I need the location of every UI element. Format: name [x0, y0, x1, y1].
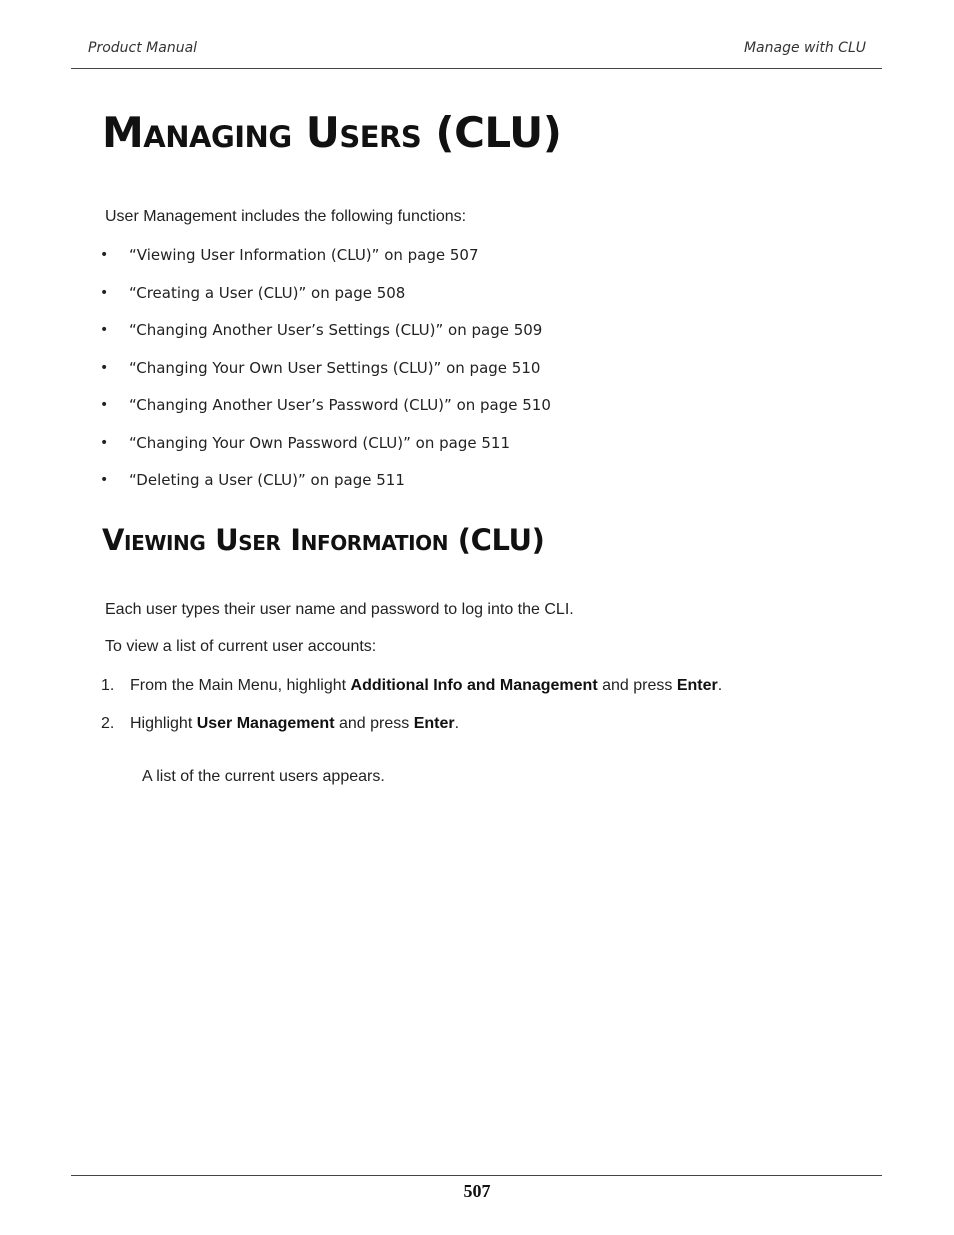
section-paragraph: Each user types their user name and password to log into the CLI. [105, 601, 574, 618]
menu-item-name: User Management [196, 714, 335, 732]
procedure-intro: To view a list of current user accounts: [105, 638, 377, 655]
menu-item-name: Additional Info and Management [350, 677, 598, 694]
chapter-title: Managing Users (CLU) [102, 108, 562, 157]
bullet-icon: • [100, 434, 109, 451]
page-number: 507 [463, 1181, 491, 1201]
function-link-text[interactable]: “Changing Another User’s Settings (CLU)” on page 509 [129, 321, 543, 339]
bullet-icon: • [100, 472, 109, 488]
header-rule [71, 68, 882, 69]
section-title: Viewing User Information (CLU) [102, 523, 545, 557]
function-link-text[interactable]: “Creating a User (CLU)” on page 508 [129, 283, 406, 302]
footer-rule [71, 1175, 882, 1176]
bullet-icon: • [100, 247, 109, 263]
bullet-icon: • [100, 359, 109, 376]
step-text: From the Main Menu, highlight Additional Info and Management and press Enter. [130, 677, 723, 694]
step-number: 2. [101, 714, 115, 732]
running-header [88, 40, 866, 60]
chapter-intro: User Management includes the following functions: [105, 208, 467, 225]
function-link-text[interactable]: “Viewing User Information (CLU)” on page 507 [129, 246, 479, 264]
function-link-text[interactable]: “Changing Your Own Password (CLU)” on page 511 [129, 433, 510, 452]
bullet-icon: • [100, 322, 109, 338]
function-link-text[interactable]: “Deleting a User (CLU)” on page 511 [129, 471, 405, 489]
step-number: 1. [101, 677, 115, 694]
header-chapter-title: Manage with CLU [743, 40, 866, 56]
function-link-text[interactable]: “Changing Another User’s Password (CLU)” on page 510 [129, 396, 551, 414]
header-manual-title: Product Manual [88, 40, 198, 56]
step-text: Highlight User Management and press Enter. [130, 714, 460, 732]
key-name: Enter [676, 677, 718, 694]
function-link-text[interactable]: “Changing Your Own User Settings (CLU)” on page 510 [129, 358, 541, 377]
bullet-icon: • [100, 284, 109, 301]
step-result: A list of the current users appears. [142, 768, 385, 785]
key-name: Enter [413, 714, 455, 732]
bullet-icon: • [100, 397, 109, 413]
